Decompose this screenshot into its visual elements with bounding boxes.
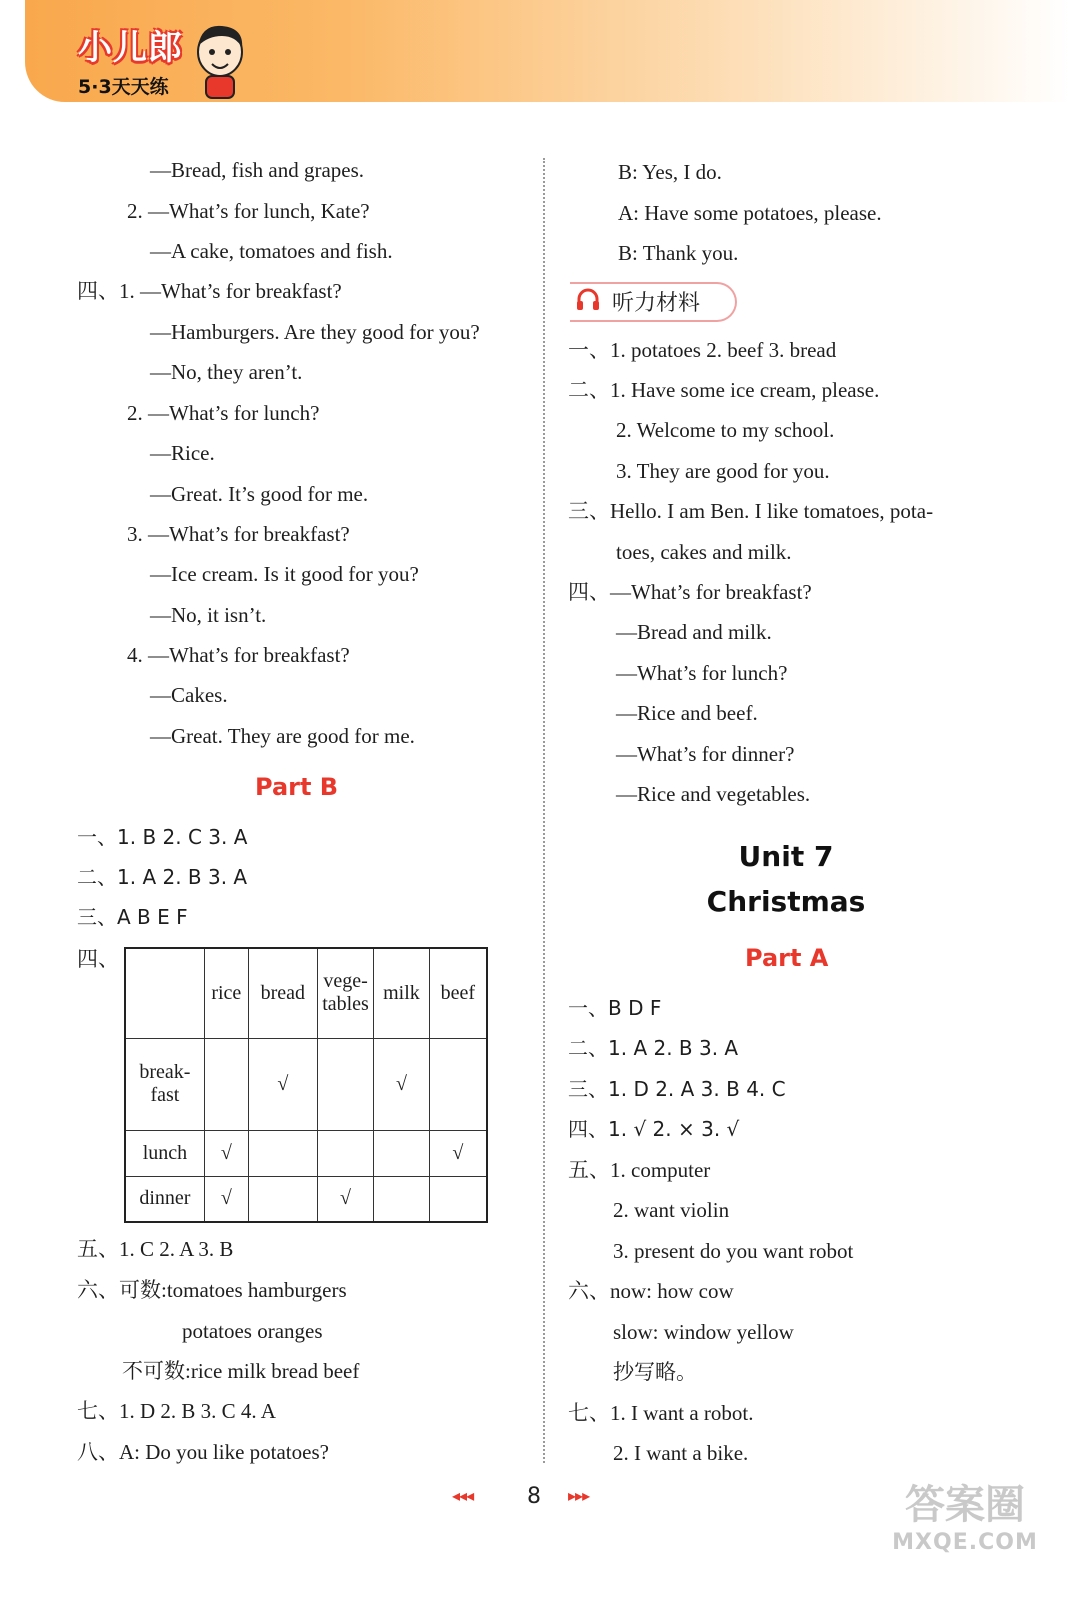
table-header-cell: beef: [429, 948, 487, 1038]
text-line: —Bread, fish and grapes.: [150, 158, 365, 182]
table-label: 四、: [77, 947, 119, 971]
answer-line: 二、1. A 2. B 3. A: [568, 1036, 739, 1060]
table-cell: √: [429, 1130, 487, 1176]
table-row: [125, 1038, 487, 1130]
text-line: —Cakes.: [150, 683, 228, 707]
text-line: —Great. They are good for me.: [150, 724, 415, 748]
table-cell: [429, 1176, 487, 1222]
text-line: —Bread and milk.: [616, 620, 772, 644]
text-line: 4. —What’s for breakfast?: [127, 643, 350, 667]
text-line: 2. —What’s for lunch, Kate?: [127, 199, 370, 223]
listening-label: 听力材料: [612, 291, 701, 316]
answer-line: 六、now: how cow: [568, 1279, 734, 1303]
text-line: 2. —What’s for lunch?: [127, 401, 320, 425]
table-header-cell: [125, 948, 204, 1038]
watermark-url: MXQE.COM: [892, 1530, 1038, 1555]
text-line: 3. They are good for you.: [616, 459, 830, 483]
text-line: 四、1. —What’s for breakfast?: [77, 279, 342, 303]
text-line: toes, cakes and milk.: [616, 540, 792, 564]
answer-line: 抄写略。: [613, 1360, 697, 1384]
table-cell: [374, 1176, 430, 1222]
table-header-row: [125, 948, 487, 1038]
prev-arrows-icon: ◂◂◂: [452, 1488, 474, 1505]
text-line: —A cake, tomatoes and fish.: [150, 239, 393, 263]
page-number: 8: [527, 1484, 541, 1509]
unit-subtitle: Christmas: [706, 885, 866, 918]
answer-line: 一、B D F: [568, 996, 662, 1020]
unit-title: Unit 7: [738, 840, 834, 873]
text-line: 三、Hello. I am Ben. I like tomatoes, pota-: [568, 499, 934, 523]
answer-line: 四、1. √ 2. × 3. √: [568, 1117, 740, 1141]
table-header-cell: milk: [374, 948, 430, 1038]
table-header-cell: vege-tables: [317, 948, 373, 1038]
watermark-title: 答案圈: [905, 1482, 1025, 1528]
brand-logo: 小儿郎: [78, 28, 183, 68]
answer-line: 五、1. computer: [568, 1158, 711, 1182]
table-cell: [317, 1038, 373, 1130]
row-label: dinner: [125, 1176, 204, 1222]
text-line: B: Thank you.: [618, 241, 739, 265]
table-cell: [374, 1130, 430, 1176]
text-line: —What’s for dinner?: [616, 742, 795, 766]
text-line: 四、—What’s for breakfast?: [568, 580, 812, 604]
table-header-cell: bread: [248, 948, 317, 1038]
table-cell: [248, 1176, 317, 1222]
table-header-cell: rice: [204, 948, 248, 1038]
table-cell: [429, 1038, 487, 1130]
food-table: [124, 947, 488, 1223]
table-cell: [317, 1130, 373, 1176]
text-line: 一、1. potatoes 2. beef 3. bread: [568, 338, 837, 362]
answer-line: 八、A: Do you like potatoes?: [77, 1440, 329, 1464]
answer-line: 三、1. D 2. A 3. B 4. C: [568, 1077, 786, 1101]
text-line: —Great. It’s good for me.: [150, 482, 369, 506]
table-cell: √: [374, 1038, 430, 1130]
row-label: break-fast: [125, 1038, 204, 1130]
text-line: —Rice and beef.: [616, 701, 758, 725]
text-line: —Rice and vegetables.: [616, 782, 811, 806]
text-line: 3. —What’s for breakfast?: [127, 522, 350, 546]
series-label: 5·3天天练: [78, 76, 169, 98]
table-cell: √: [204, 1130, 248, 1176]
text-line: 2. Welcome to my school.: [616, 418, 835, 442]
table-cell: √: [317, 1176, 373, 1222]
answer-line: 2. I want a bike.: [613, 1441, 749, 1465]
table-cell: √: [204, 1176, 248, 1222]
headphones-icon: [575, 286, 601, 312]
text-line: —What’s for lunch?: [616, 661, 788, 685]
text-line: 二、1. Have some ice cream, please.: [568, 378, 880, 402]
text-line: —Hamburgers. Are they good for you?: [150, 320, 480, 344]
watermark: [875, 1480, 1055, 1590]
next-arrows-icon: ▸▸▸: [568, 1488, 590, 1505]
table-row: [125, 1130, 487, 1176]
table-row: [125, 1176, 487, 1222]
answer-line: 七、1. I want a robot.: [568, 1401, 754, 1425]
answer-line: 七、1. D 2. B 3. C 4. A: [77, 1399, 276, 1423]
table-cell: [248, 1130, 317, 1176]
text-line: —Rice.: [150, 441, 215, 465]
answer-line: 3. present do you want robot: [613, 1239, 854, 1263]
part-a-heading: Part A: [745, 944, 829, 972]
answer-line: slow: window yellow: [613, 1320, 794, 1344]
column-divider: [543, 158, 545, 1463]
table-cell: √: [248, 1038, 317, 1130]
mascot-icon: [192, 22, 248, 100]
answer-line: 二、1. A 2. B 3. A: [77, 865, 248, 889]
answer-line: 三、A B E F: [77, 905, 188, 929]
text-line: —Ice cream. Is it good for you?: [150, 562, 419, 586]
answer-line: potatoes oranges: [182, 1319, 323, 1343]
text-line: B: Yes, I do.: [618, 160, 722, 184]
row-label: lunch: [125, 1130, 204, 1176]
text-line: —No, it isn’t.: [150, 603, 267, 627]
text-line: —No, they aren’t.: [150, 360, 303, 384]
answer-line: 2. want violin: [613, 1198, 730, 1222]
part-b-heading: Part B: [255, 773, 339, 801]
table-cell: [204, 1038, 248, 1130]
answer-line: 五、1. C 2. A 3. B: [77, 1237, 234, 1261]
answer-line: 不可数:rice milk bread beef: [122, 1359, 360, 1383]
answer-line: 六、可数:tomatoes hamburgers: [77, 1278, 347, 1302]
answer-line: 一、1. B 2. C 3. A: [77, 825, 248, 849]
text-line: A: Have some potatoes, please.: [618, 201, 882, 225]
